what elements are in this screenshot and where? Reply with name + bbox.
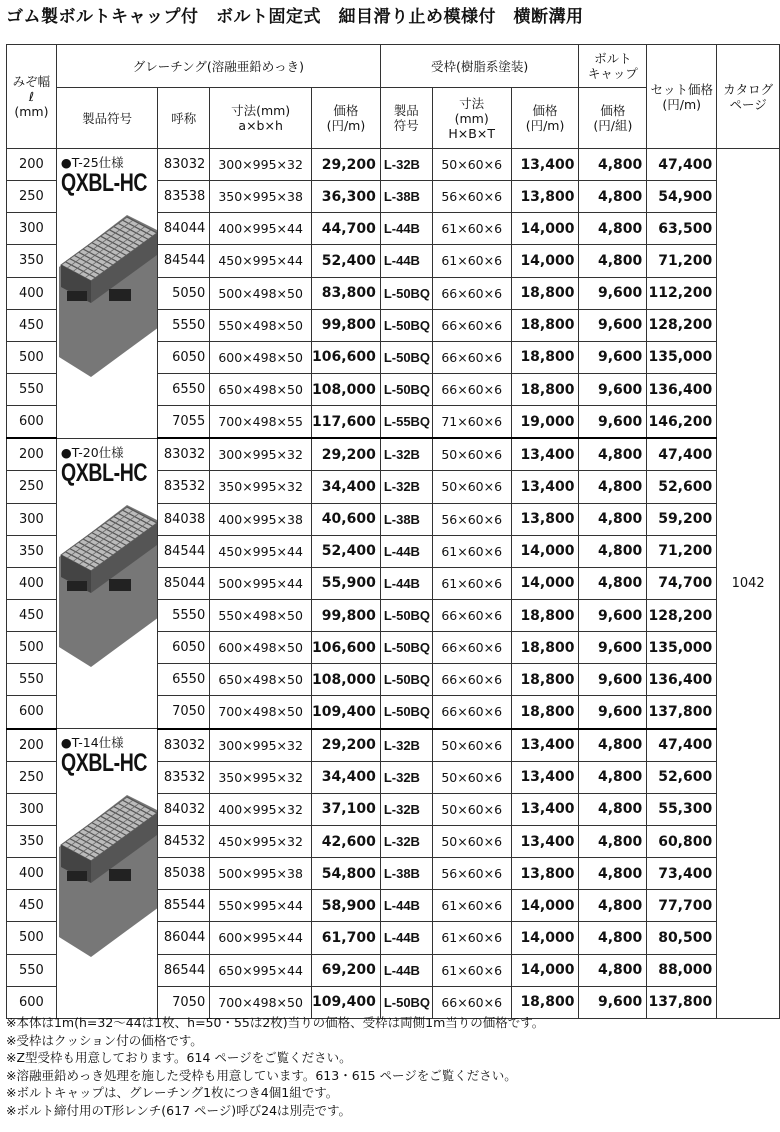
table-row — [7, 149, 780, 181]
frame-dim-cell: 66×60×6 — [432, 277, 511, 309]
cap-price-cell: 4,800 — [579, 761, 647, 793]
grating-image — [57, 207, 158, 427]
cap-price-cell: 4,800 — [579, 245, 647, 277]
product-code: QXBL-HC — [60, 169, 147, 197]
name-cell: 84038 — [158, 503, 210, 535]
frame-dim-cell: 56×60×6 — [432, 181, 511, 213]
frame-price-cell: 13,400 — [511, 761, 579, 793]
table-row — [7, 729, 780, 762]
width-cell: 300 — [7, 213, 57, 245]
width-cell: 200 — [7, 729, 57, 762]
header-frame-code: 製品 符号 — [380, 88, 432, 149]
header-cap-price: 価格 (円/組) — [579, 88, 647, 149]
name-cell: 6550 — [158, 373, 210, 405]
grating-price-cell: 117,600 — [312, 406, 381, 439]
header-name: 呼称 — [158, 88, 210, 149]
grating-dim-cell: 300×995×32 — [210, 438, 312, 471]
frame-code-cell: L-50BQ — [380, 277, 432, 309]
note: ※ボルトキャップは、グレーチング1枚につき4個1組です。 — [6, 1085, 339, 1101]
notes — [6, 1014, 544, 1120]
grating-price-cell: 44,700 — [312, 213, 381, 245]
width-cell: 600 — [7, 696, 57, 729]
frame-price-cell: 18,800 — [511, 277, 579, 309]
set-price-cell: 73,400 — [647, 858, 717, 890]
frame-dim-cell: 50×60×6 — [432, 471, 511, 503]
name-cell: 83532 — [158, 471, 210, 503]
header-grating: グレーチング(溶融亜鉛めっき) — [56, 45, 380, 88]
grating-price-cell: 52,400 — [312, 535, 381, 567]
grating-dim-cell: 650×498×50 — [210, 373, 312, 405]
width-cell: 500 — [7, 632, 57, 664]
name-cell: 85038 — [158, 858, 210, 890]
set-price-cell: 135,000 — [647, 341, 717, 373]
note: ※ボルト締付用のT形レンチ(617 ページ)呼び24は別売です。 — [6, 1102, 352, 1118]
frame-code-cell: L-38B — [380, 503, 432, 535]
spec-label: ●T-20仕様 — [60, 444, 124, 460]
grating-dim-cell: 450×995×44 — [210, 535, 312, 567]
cap-price-cell: 4,800 — [579, 503, 647, 535]
header-set-price: セット価格 (円/m) — [647, 45, 717, 149]
cap-price-cell: 4,800 — [579, 438, 647, 471]
set-price-cell: 136,400 — [647, 373, 717, 405]
grating-price-cell: 109,400 — [312, 696, 381, 729]
frame-price-cell: 19,000 — [511, 406, 579, 439]
set-price-cell: 55,300 — [647, 793, 717, 825]
grating-price-cell: 108,000 — [312, 373, 381, 405]
grating-price-cell: 99,800 — [312, 599, 381, 631]
spec-label: ●T-25仕様 — [60, 155, 124, 170]
set-price-cell: 47,400 — [647, 729, 717, 762]
header-catalog: カタログ ページ — [717, 45, 780, 149]
catalog-page-cell: 1042 — [717, 149, 780, 1019]
frame-price-cell: 14,000 — [511, 922, 579, 954]
grating-dim-cell: 700×498×50 — [210, 986, 312, 1018]
frame-dim-cell: 66×60×6 — [432, 696, 511, 729]
frame-dim-cell: 66×60×6 — [432, 309, 511, 341]
note: ※受枠はクッション付の価格です。 — [6, 1032, 203, 1048]
header-frame: 受枠(樹脂系塗装) — [380, 45, 579, 88]
frame-dim-cell: 66×60×6 — [432, 373, 511, 405]
width-cell: 600 — [7, 406, 57, 439]
grating-dim-cell: 500×498×50 — [210, 277, 312, 309]
frame-price-cell: 18,800 — [511, 664, 579, 696]
grating-price-cell: 99,800 — [312, 309, 381, 341]
name-cell: 84044 — [158, 213, 210, 245]
set-price-cell: 52,600 — [647, 761, 717, 793]
frame-dim-cell: 61×60×6 — [432, 954, 511, 986]
name-cell: 5550 — [158, 309, 210, 341]
frame-dim-cell: 61×60×6 — [432, 245, 511, 277]
grating-dim-cell: 300×995×32 — [210, 729, 312, 762]
grating-price-cell: 108,000 — [312, 664, 381, 696]
frame-price-cell: 13,400 — [511, 438, 579, 471]
frame-code-cell: L-32B — [380, 761, 432, 793]
set-price-cell: 59,200 — [647, 503, 717, 535]
frame-dim-cell: 71×60×6 — [432, 406, 511, 439]
product-block — [57, 729, 157, 1018]
frame-code-cell: L-38B — [380, 858, 432, 890]
frame-price-cell: 13,800 — [511, 858, 579, 890]
page-title: ゴム製ボルトキャップ付 ボルト固定式 細目滑り止め模様付 横断溝用 — [6, 7, 584, 27]
table-row — [7, 438, 780, 471]
name-cell: 83032 — [158, 438, 210, 471]
set-price-cell: 112,200 — [647, 277, 717, 309]
frame-price-cell: 13,800 — [511, 503, 579, 535]
cap-price-cell: 4,800 — [579, 825, 647, 857]
grating-dim-cell: 350×995×32 — [210, 761, 312, 793]
grating-dim-cell: 550×995×44 — [210, 890, 312, 922]
cap-price-cell: 4,800 — [579, 922, 647, 954]
product-cell — [56, 438, 157, 728]
grating-dim-cell: 450×995×44 — [210, 245, 312, 277]
grating-price-cell: 83,800 — [312, 277, 381, 309]
grating-dim-cell: 650×995×44 — [210, 954, 312, 986]
grating-dim-cell: 450×995×32 — [210, 825, 312, 857]
width-cell: 400 — [7, 858, 57, 890]
name-cell: 84032 — [158, 793, 210, 825]
set-price-cell: 47,400 — [647, 149, 717, 181]
set-price-cell: 135,000 — [647, 632, 717, 664]
spec-label: ●T-14仕様 — [60, 735, 124, 751]
frame-dim-cell: 66×60×6 — [432, 664, 511, 696]
width-cell: 300 — [7, 793, 57, 825]
width-cell: 250 — [7, 761, 57, 793]
frame-dim-cell: 66×60×6 — [432, 632, 511, 664]
cap-price-cell: 4,800 — [579, 535, 647, 567]
frame-code-cell: L-44B — [380, 245, 432, 277]
frame-dim-cell: 56×60×6 — [432, 503, 511, 535]
name-cell: 84532 — [158, 825, 210, 857]
frame-dim-cell: 50×60×6 — [432, 149, 511, 181]
set-price-cell: 71,200 — [647, 535, 717, 567]
grating-dim-cell: 400×995×32 — [210, 793, 312, 825]
grating-dim-cell: 600×498×50 — [210, 341, 312, 373]
frame-code-cell: L-50BQ — [380, 341, 432, 373]
cap-price-cell: 9,600 — [579, 632, 647, 664]
frame-price-cell: 18,800 — [511, 986, 579, 1018]
width-cell: 500 — [7, 341, 57, 373]
frame-dim-cell: 50×60×6 — [432, 761, 511, 793]
name-cell: 6550 — [158, 664, 210, 696]
name-cell: 83032 — [158, 149, 210, 181]
frame-dim-cell: 61×60×6 — [432, 890, 511, 922]
grating-dim-cell: 400×995×38 — [210, 503, 312, 535]
width-cell: 400 — [7, 567, 57, 599]
frame-price-cell: 13,400 — [511, 825, 579, 857]
frame-code-cell: L-50BQ — [380, 632, 432, 664]
grating-dim-cell: 550×498×50 — [210, 309, 312, 341]
frame-dim-cell: 50×60×6 — [432, 729, 511, 762]
width-cell: 350 — [7, 245, 57, 277]
frame-price-cell: 14,000 — [511, 890, 579, 922]
grating-price-cell: 34,400 — [312, 471, 381, 503]
frame-code-cell: L-44B — [380, 890, 432, 922]
product-block — [57, 439, 157, 728]
width-cell: 250 — [7, 181, 57, 213]
header-grating-price: 価格 (円/m) — [312, 88, 381, 149]
name-cell: 83538 — [158, 181, 210, 213]
cap-price-cell: 4,800 — [579, 471, 647, 503]
frame-price-cell: 18,800 — [511, 696, 579, 729]
width-cell: 250 — [7, 471, 57, 503]
frame-price-cell: 13,800 — [511, 181, 579, 213]
frame-code-cell: L-32B — [380, 471, 432, 503]
width-cell: 450 — [7, 599, 57, 631]
name-cell: 6050 — [158, 341, 210, 373]
grating-dim-cell: 350×995×32 — [210, 471, 312, 503]
set-price-cell: 128,200 — [647, 309, 717, 341]
header-width — [7, 45, 57, 149]
price-table — [6, 44, 780, 1019]
grating-dim-cell: 600×995×44 — [210, 922, 312, 954]
frame-dim-cell: 50×60×6 — [432, 438, 511, 471]
width-cell: 600 — [7, 986, 57, 1018]
grating-dim-cell: 550×498×50 — [210, 599, 312, 631]
name-cell: 5050 — [158, 277, 210, 309]
grating-price-cell: 36,300 — [312, 181, 381, 213]
grating-image — [57, 787, 158, 1007]
cap-price-cell: 4,800 — [579, 213, 647, 245]
frame-dim-cell: 61×60×6 — [432, 535, 511, 567]
set-price-cell: 74,700 — [647, 567, 717, 599]
width-cell: 550 — [7, 373, 57, 405]
name-cell: 83032 — [158, 729, 210, 762]
grating-dim-cell: 400×995×44 — [210, 213, 312, 245]
frame-dim-cell: 66×60×6 — [432, 341, 511, 373]
frame-code-cell: L-38B — [380, 181, 432, 213]
grating-dim-cell: 300×995×32 — [210, 149, 312, 181]
frame-code-cell: L-50BQ — [380, 664, 432, 696]
cap-price-cell: 9,600 — [579, 986, 647, 1018]
name-cell: 7050 — [158, 696, 210, 729]
frame-code-cell: L-32B — [380, 729, 432, 762]
cap-price-cell: 4,800 — [579, 890, 647, 922]
cap-price-cell: 9,600 — [579, 664, 647, 696]
frame-price-cell: 14,000 — [511, 213, 579, 245]
header-width-symbol: ℓ — [28, 89, 35, 104]
header-frame-dim: 寸法 (mm) H×B×T — [432, 88, 511, 149]
product-cell — [56, 149, 157, 439]
product-block — [57, 149, 157, 438]
set-price-cell: 146,200 — [647, 406, 717, 439]
frame-dim-cell: 66×60×6 — [432, 599, 511, 631]
frame-price-cell: 14,000 — [511, 954, 579, 986]
header-frame-price: 価格 (円/m) — [511, 88, 579, 149]
width-cell: 300 — [7, 503, 57, 535]
grating-price-cell: 42,600 — [312, 825, 381, 857]
cap-price-cell: 9,600 — [579, 696, 647, 729]
frame-code-cell: L-50BQ — [380, 373, 432, 405]
frame-code-cell: L-50BQ — [380, 986, 432, 1018]
grating-dim-cell: 700×498×50 — [210, 696, 312, 729]
name-cell: 83532 — [158, 761, 210, 793]
frame-code-cell: L-50BQ — [380, 599, 432, 631]
grating-price-cell: 58,900 — [312, 890, 381, 922]
name-cell: 85044 — [158, 567, 210, 599]
cap-price-cell: 4,800 — [579, 793, 647, 825]
frame-price-cell: 14,000 — [511, 245, 579, 277]
grating-price-cell: 106,600 — [312, 341, 381, 373]
grating-dim-cell: 500×995×38 — [210, 858, 312, 890]
set-price-cell: 52,600 — [647, 471, 717, 503]
width-cell: 450 — [7, 309, 57, 341]
frame-code-cell: L-32B — [380, 793, 432, 825]
width-cell: 550 — [7, 954, 57, 986]
set-price-cell: 137,800 — [647, 986, 717, 1018]
product-code: QXBL-HC — [60, 749, 147, 778]
frame-price-cell: 18,800 — [511, 309, 579, 341]
frame-price-cell: 14,000 — [511, 535, 579, 567]
name-cell: 7050 — [158, 986, 210, 1018]
grating-price-cell: 54,800 — [312, 858, 381, 890]
width-cell: 200 — [7, 438, 57, 471]
cap-price-cell: 9,600 — [579, 309, 647, 341]
name-cell: 86544 — [158, 954, 210, 986]
frame-price-cell: 18,800 — [511, 599, 579, 631]
name-cell: 6050 — [158, 632, 210, 664]
cap-price-cell: 4,800 — [579, 729, 647, 762]
frame-dim-cell: 56×60×6 — [432, 858, 511, 890]
header-bolt-cap: ボルト キャップ — [579, 45, 647, 88]
grating-dim-cell: 600×498×50 — [210, 632, 312, 664]
grating-price-cell: 29,200 — [312, 729, 381, 762]
width-cell: 400 — [7, 277, 57, 309]
grating-price-cell: 37,100 — [312, 793, 381, 825]
set-price-cell: 63,500 — [647, 213, 717, 245]
frame-dim-cell: 66×60×6 — [432, 986, 511, 1018]
cap-price-cell: 4,800 — [579, 858, 647, 890]
header-grating-dim: 寸法(mm) a×b×h — [210, 88, 312, 149]
product-code: QXBL-HC — [60, 458, 147, 487]
grating-image — [57, 497, 158, 717]
name-cell: 86044 — [158, 922, 210, 954]
note: ※Z型受枠も用意しております。614 ページをご覧ください。 — [6, 1050, 352, 1066]
frame-price-cell: 13,400 — [511, 471, 579, 503]
frame-price-cell: 18,800 — [511, 341, 579, 373]
header-width-unit: (mm) — [14, 104, 49, 119]
frame-code-cell: L-50BQ — [380, 309, 432, 341]
cap-price-cell: 9,600 — [579, 341, 647, 373]
width-cell: 550 — [7, 664, 57, 696]
frame-dim-cell: 50×60×6 — [432, 793, 511, 825]
frame-code-cell: L-44B — [380, 954, 432, 986]
frame-code-cell: L-44B — [380, 922, 432, 954]
set-price-cell: 47,400 — [647, 438, 717, 471]
grating-price-cell: 109,400 — [312, 986, 381, 1018]
grating-price-cell: 29,200 — [312, 149, 381, 181]
frame-price-cell: 14,000 — [511, 567, 579, 599]
frame-code-cell: L-44B — [380, 213, 432, 245]
width-cell: 450 — [7, 890, 57, 922]
set-price-cell: 60,800 — [647, 825, 717, 857]
set-price-cell: 80,500 — [647, 922, 717, 954]
cap-price-cell: 9,600 — [579, 599, 647, 631]
cap-price-cell: 4,800 — [579, 954, 647, 986]
frame-code-cell: L-55BQ — [380, 406, 432, 439]
width-cell: 350 — [7, 535, 57, 567]
cap-price-cell: 4,800 — [579, 149, 647, 181]
grating-dim-cell: 500×995×44 — [210, 567, 312, 599]
name-cell: 84544 — [158, 245, 210, 277]
cap-price-cell: 9,600 — [579, 406, 647, 439]
set-price-cell: 88,000 — [647, 954, 717, 986]
grating-price-cell: 40,600 — [312, 503, 381, 535]
frame-code-cell: L-32B — [380, 825, 432, 857]
grating-price-cell: 52,400 — [312, 245, 381, 277]
frame-dim-cell: 61×60×6 — [432, 922, 511, 954]
width-cell: 200 — [7, 149, 57, 181]
grating-price-cell: 34,400 — [312, 761, 381, 793]
set-price-cell: 128,200 — [647, 599, 717, 631]
frame-price-cell: 18,800 — [511, 632, 579, 664]
name-cell: 7055 — [158, 406, 210, 439]
set-price-cell: 54,900 — [647, 181, 717, 213]
set-price-cell: 137,800 — [647, 696, 717, 729]
frame-code-cell: L-32B — [380, 149, 432, 181]
grating-price-cell: 61,700 — [312, 922, 381, 954]
set-price-cell: 77,700 — [647, 890, 717, 922]
frame-dim-cell: 50×60×6 — [432, 825, 511, 857]
cap-price-cell: 9,600 — [579, 373, 647, 405]
name-cell: 5550 — [158, 599, 210, 631]
grating-price-cell: 69,200 — [312, 954, 381, 986]
name-cell: 85544 — [158, 890, 210, 922]
width-cell: 500 — [7, 922, 57, 954]
width-cell: 350 — [7, 825, 57, 857]
frame-dim-cell: 61×60×6 — [432, 567, 511, 599]
cap-price-cell: 9,600 — [579, 277, 647, 309]
name-cell: 84544 — [158, 535, 210, 567]
frame-code-cell: L-44B — [380, 535, 432, 567]
set-price-cell: 136,400 — [647, 664, 717, 696]
frame-code-cell: L-50BQ — [380, 696, 432, 729]
frame-code-cell: L-32B — [380, 438, 432, 471]
grating-price-cell: 29,200 — [312, 438, 381, 471]
grating-dim-cell: 350×995×38 — [210, 181, 312, 213]
grating-dim-cell: 700×498×55 — [210, 406, 312, 439]
frame-code-cell: L-44B — [380, 567, 432, 599]
grating-dim-cell: 650×498×50 — [210, 664, 312, 696]
table-body — [7, 149, 780, 1019]
product-cell — [56, 729, 157, 1019]
note: ※本体は1m(h=32〜44は1枚、h=50・55は2枚)当りの価格、受枠は両側1m当りの価格です。 — [6, 1015, 545, 1030]
frame-dim-cell: 61×60×6 — [432, 213, 511, 245]
note: ※溶融亜鉛めっき処理を施した受枠も用意しています。613・615 ページをご覧ください。 — [6, 1067, 517, 1083]
header-product-code: 製品符号 — [56, 88, 157, 149]
header-width-label: みぞ幅 — [12, 74, 51, 89]
grating-price-cell: 106,600 — [312, 632, 381, 664]
cap-price-cell: 4,800 — [579, 567, 647, 599]
frame-price-cell: 13,400 — [511, 729, 579, 762]
grating-price-cell: 55,900 — [312, 567, 381, 599]
cap-price-cell: 4,800 — [579, 181, 647, 213]
set-price-cell: 71,200 — [647, 245, 717, 277]
frame-price-cell: 13,400 — [511, 793, 579, 825]
frame-price-cell: 13,400 — [511, 149, 579, 181]
frame-price-cell: 18,800 — [511, 373, 579, 405]
